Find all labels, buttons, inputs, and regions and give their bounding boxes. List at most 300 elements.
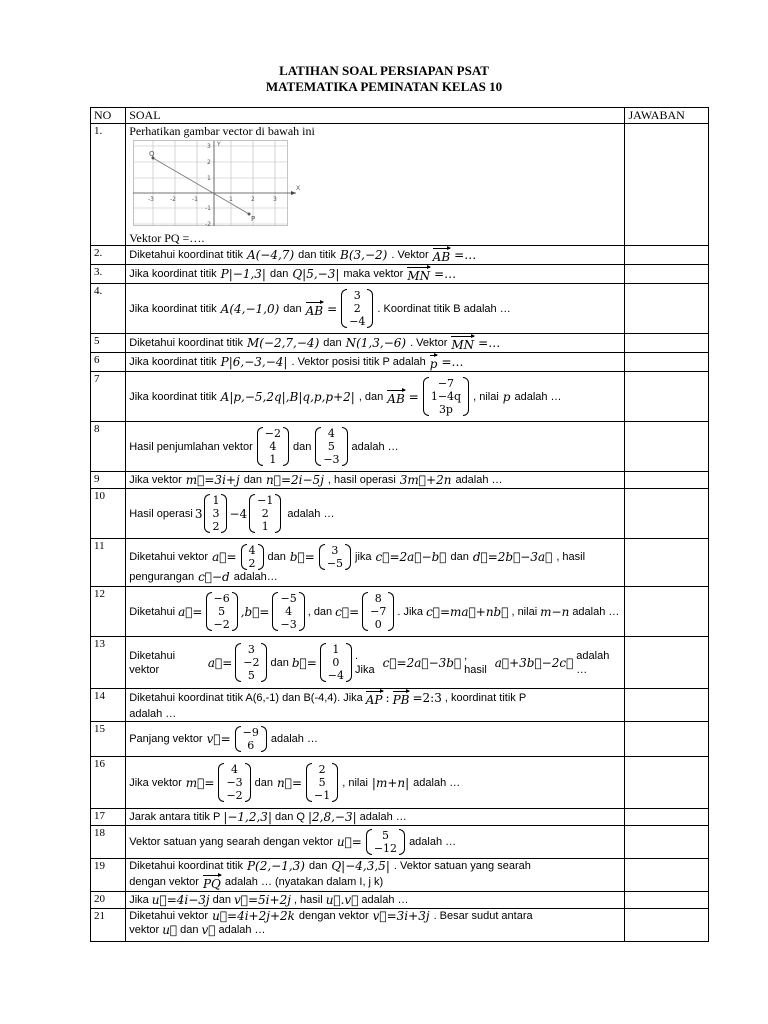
math-expression: P|−1,3| (220, 267, 266, 281)
math-expression: =… (434, 267, 457, 281)
question-text-part: Diketahui vektor (129, 649, 176, 676)
answer-cell[interactable] (625, 472, 709, 489)
math-expression: Q|−4,3,5| (331, 859, 390, 873)
table-row (91, 909, 709, 942)
question-text-part: , nilai (342, 776, 368, 789)
question-text-part: Diketahui koordinat titik (129, 337, 243, 349)
matrix-entry: 3p (438, 403, 453, 416)
math-expression: 3m⃗+2n (399, 473, 452, 487)
math-expression: −4 (229, 506, 248, 521)
table-row (91, 826, 709, 859)
question-number: 12 (91, 587, 126, 637)
matrix-entry: 3 (212, 507, 220, 520)
column-vector (366, 829, 405, 855)
matrix-entry: −3 (226, 776, 243, 789)
matrix-entry: −2 (213, 618, 230, 631)
math-expression: b⃗= (291, 655, 317, 670)
answer-cell[interactable] (625, 422, 709, 472)
answer-cell[interactable] (625, 489, 709, 539)
matrix-entry: 4 (327, 427, 335, 440)
x-tick-label: -2 (170, 196, 177, 203)
question-number: 1. (91, 124, 126, 246)
question-text-part: Jarak antara titik P (129, 811, 221, 823)
math-expression: v⃗=5i+2j (234, 893, 291, 907)
matrix-entry: −7 (437, 377, 455, 390)
question-line: adalah … (129, 708, 177, 720)
table-row (91, 284, 709, 334)
question-text-part: Diketahui vektor (129, 910, 209, 922)
math-expression: u⃗= (336, 835, 362, 849)
worksheet-title: LATIHAN SOAL PERSIAPAN PSAT (279, 63, 489, 78)
math-expression: m⃗= (185, 775, 215, 790)
answer-cell[interactable] (625, 353, 709, 372)
math-expression: =… (478, 336, 501, 350)
math-expression: v⃗=3i+3j (372, 909, 430, 923)
question-text-part: dan Q (275, 811, 305, 823)
question-text-part: dan (254, 776, 274, 789)
matrix-entry: 2 (212, 520, 220, 533)
question-text (126, 265, 625, 284)
matrix-entry: −5 (280, 592, 297, 605)
question-text-part: dan (450, 550, 469, 563)
math-expression: =2:3 (412, 691, 442, 705)
column-vector (204, 494, 227, 533)
question-number: 8 (91, 422, 126, 472)
matrix-entry: 2 (248, 556, 256, 570)
math-expression: A(4,−1,0) (220, 301, 280, 316)
answer-cell[interactable] (625, 284, 709, 334)
vector-symbol: AB (433, 246, 450, 264)
math-expression: c⃗= (335, 604, 360, 619)
question-text-part: adalah … (359, 811, 407, 823)
matrix-entry: 2 (318, 763, 326, 776)
table-row (91, 809, 709, 826)
table-row (91, 689, 709, 722)
vector-symbol: p (430, 353, 438, 371)
math-expression: A(−4,7) (246, 248, 295, 262)
question-number: 10 (91, 489, 126, 539)
math-expression: |−1,2,3| (223, 810, 272, 824)
coordinate-plane-graph (133, 140, 303, 228)
column-vector (249, 494, 281, 533)
table-row (91, 539, 709, 587)
question-text-part: adalah … (572, 605, 620, 618)
question-text-part: Panjang vektor (129, 733, 203, 745)
question-number: 16 (91, 757, 126, 809)
matrix-entry: −4 (349, 315, 366, 328)
question-line: Vektor PQ =…. (129, 231, 205, 245)
question-text-part: , hasil operasi (327, 474, 396, 486)
question-text-part: , hasil (293, 894, 323, 906)
y-tick-label: 1 (207, 175, 212, 182)
question-text-part: . Besar sudut antara (433, 910, 533, 922)
column-vector (235, 726, 267, 752)
table-row (91, 859, 709, 892)
question-text (126, 722, 625, 757)
matrix-entry: −3 (323, 453, 340, 466)
matrix-entry: −5 (326, 556, 344, 570)
x-tick-label: 2 (251, 196, 256, 203)
column-vector (362, 592, 394, 631)
column-vector (272, 592, 304, 631)
math-expression: a⃗= (212, 549, 237, 564)
math-expression: =… (441, 355, 464, 369)
question-table (90, 107, 709, 942)
matrix-entry: 5 (381, 829, 389, 842)
math-expression: P(2,−1,3) (246, 859, 305, 873)
math-expression: |2,8,−3| (307, 810, 357, 824)
question-text-part: maka vektor (343, 268, 404, 280)
math-expression: v⃗ (201, 923, 216, 937)
answer-cell[interactable] (625, 246, 709, 265)
question-text-part: dan (180, 924, 199, 936)
question-text-part: . Vektor satuan yang searah (393, 860, 531, 872)
x-tick-label: 1 (229, 196, 234, 203)
question-number: 6 (91, 353, 126, 372)
worksheet-subtitle: MATEMATIKA PEMINATAN KELAS 10 (265, 79, 503, 94)
question-text-part: dan (269, 268, 289, 280)
math-expression: n⃗=2i−5j (266, 473, 324, 487)
math-expression: u⃗ (162, 923, 178, 937)
answer-cell[interactable] (625, 637, 709, 689)
math-expression: : (385, 691, 390, 705)
question-text (126, 246, 625, 265)
y-tick-label: 2 (207, 159, 212, 166)
question-text-part: dan (267, 550, 286, 563)
matrix-entry: 2 (353, 302, 361, 315)
question-text (126, 489, 625, 539)
math-expression: a⃗= (207, 655, 233, 670)
question-number: 18 (91, 826, 126, 859)
header-soal: SOAL (126, 108, 625, 124)
matrix-entry: −4 (327, 669, 344, 682)
matrix-entry: 5 (218, 605, 226, 618)
question-text (126, 372, 625, 422)
question-text (126, 826, 625, 859)
matrix-entry: −9 (242, 726, 259, 739)
column-vector (341, 289, 373, 328)
question-text (126, 353, 625, 372)
vector-symbol: PQ (203, 873, 221, 891)
question-text-part: . Vektor (391, 249, 429, 261)
matrix-entry: −2 (226, 789, 243, 802)
question-text (126, 472, 625, 489)
question-text-part: Jika koordinat titik (129, 356, 217, 368)
answer-cell[interactable] (625, 372, 709, 422)
question-number: 2. (91, 246, 126, 265)
column-vector (257, 427, 289, 466)
question-text-part: dengan vektor (298, 910, 369, 922)
question-text-part: adalah … (218, 924, 266, 936)
table-row (91, 722, 709, 757)
question-number: 9 (91, 472, 126, 489)
matrix-entry: 5 (247, 669, 255, 682)
question-number: 20 (91, 892, 126, 909)
question-text-part: Diketahui koordinat titik (129, 249, 243, 261)
math-expression: |m+n| (371, 775, 410, 790)
math-expression: b⃗= (289, 549, 315, 564)
header-no: NO (91, 108, 126, 124)
column-vector (423, 377, 469, 416)
question-text (126, 892, 625, 909)
question-text-part: adalah … (413, 776, 461, 789)
question-line: Perhatikan gambar vector di bawah ini (129, 124, 315, 138)
y-axis-label: Y (217, 141, 221, 148)
matrix-entry: 8 (374, 592, 382, 605)
question-number: 15 (91, 722, 126, 757)
matrix-entry: 5 (327, 440, 335, 453)
question-text-part: dan (323, 337, 342, 349)
table-row (91, 489, 709, 539)
question-text-part: Vektor satuan yang searah dengan vektor (129, 836, 333, 848)
answer-cell[interactable] (625, 757, 709, 809)
question-text-part: . Jika (355, 649, 375, 676)
matrix-entry: −3 (280, 618, 297, 631)
question-text-part: dan (270, 656, 289, 669)
question-number: 4. (91, 284, 126, 334)
y-tick-label: 3 (207, 143, 212, 150)
math-expression: P|6,−3,−4| (220, 355, 288, 369)
matrix-entry: 1−4q (430, 390, 462, 403)
math-expression: c⃗=2a⃗−3b⃗ (382, 655, 462, 670)
matrix-entry: 0 (332, 656, 340, 669)
matrix-entry: 5 (318, 776, 326, 789)
math-expression: n⃗= (277, 775, 302, 790)
question-text-part: . Koordinat titik B adalah … (377, 302, 511, 315)
column-vector (241, 544, 264, 570)
math-expression: = (408, 389, 419, 404)
math-expression: M(−2,7,−4) (246, 336, 320, 350)
question-text (126, 284, 625, 334)
matrix-entry: −2 (264, 427, 281, 440)
question-text-part: adalah … (270, 733, 318, 745)
question-text-part: . Vektor (410, 337, 448, 349)
math-expression: = (327, 301, 338, 316)
answer-cell[interactable] (625, 892, 709, 909)
math-expression: v⃗= (206, 732, 231, 746)
matrix-entry: 1 (212, 494, 220, 507)
math-expression: c⃗−d (198, 569, 230, 584)
math-expression: d⃗=2b⃗−3a⃗ (472, 549, 553, 564)
table-row (91, 124, 709, 246)
table-row (91, 422, 709, 472)
math-expression: u⃗.v⃗ (325, 893, 359, 907)
matrix-entry: −2 (243, 656, 260, 669)
vector-symbol: AB (387, 388, 404, 406)
question-text-part: Diketahui (129, 605, 176, 618)
answer-cell[interactable] (625, 826, 709, 859)
matrix-entry: 4 (231, 763, 239, 776)
matrix-entry: 3 (353, 289, 361, 302)
answer-cell[interactable] (625, 859, 709, 892)
question-text-part: pengurangan (129, 570, 195, 583)
point-q-label: Q (149, 150, 155, 158)
point-p-label: P (251, 215, 256, 223)
question-text-part: Diketahui koordinat titik A(6,-1) dan B(-4,4). Jika (129, 692, 363, 704)
column-vector (218, 763, 250, 802)
answer-cell[interactable] (625, 587, 709, 637)
question-number: 3. (91, 265, 126, 284)
question-text-part: adalah … (351, 440, 399, 453)
x-axis-label: X (296, 185, 301, 192)
math-expression: 3 (194, 506, 203, 521)
matrix-entry: 3 (331, 543, 339, 557)
table-row (91, 334, 709, 353)
matrix-entry: 4 (248, 543, 256, 557)
math-expression: A|p,−5,2q|,B|q,p,p+2| (220, 389, 355, 404)
question-text (126, 587, 625, 637)
math-expression: a⃗= (178, 604, 203, 619)
answer-cell[interactable] (625, 809, 709, 826)
question-text-part: dan (283, 302, 302, 315)
question-text (126, 334, 625, 353)
question-text (126, 689, 625, 722)
column-vector (320, 643, 352, 682)
question-text-part: , koordinat titik P (444, 692, 527, 704)
question-text-part: adalah … (576, 649, 610, 676)
matrix-entry: −1 (257, 494, 274, 507)
answer-cell[interactable] (625, 909, 709, 942)
question-text-part: Hasil operasi (129, 507, 193, 520)
question-text (126, 124, 625, 246)
question-text-part: adalah … (nyatakan dalam I, j k) (224, 876, 384, 888)
table-row (91, 472, 709, 489)
question-text-part: adalah… (233, 570, 278, 583)
question-text-part: dan (292, 440, 312, 453)
x-tick-label: -3 (148, 196, 155, 203)
column-vector (235, 643, 267, 682)
matrix-entry: 4 (269, 440, 277, 453)
question-text-part: adalah … (409, 836, 457, 848)
table-row (91, 757, 709, 809)
matrix-entry: 4 (285, 605, 293, 618)
question-number: 7 (91, 372, 126, 422)
math-expression: m−n (540, 604, 570, 619)
matrix-entry: −1 (314, 789, 331, 802)
table-header-row (91, 108, 709, 124)
table-row (91, 637, 709, 689)
vector-symbol: MN (407, 265, 430, 283)
question-text-part: adalah … (361, 894, 409, 906)
matrix-entry: −12 (373, 842, 398, 855)
table-row (91, 892, 709, 909)
question-text-part: adalah … (455, 474, 503, 486)
question-number: 13 (91, 637, 126, 689)
column-vector (315, 427, 347, 466)
header-jawaban: JAWABAN (625, 108, 709, 124)
matrix-entry: 1 (261, 520, 269, 533)
math-expression: a⃗+3b⃗−2c⃗ (494, 655, 574, 670)
question-text-part: Jika vektor (129, 776, 182, 789)
question-text-part: Jika (129, 894, 149, 906)
question-text-part: vektor (129, 924, 160, 936)
question-number: 21 (91, 909, 126, 942)
question-text-part: adalah … (514, 390, 562, 403)
question-text-part: Hasil penjumlahan vektor (129, 440, 253, 453)
vector-graph (129, 138, 621, 231)
y-tick-label: -1 (205, 205, 212, 212)
question-text-part: Jika vektor (129, 474, 182, 486)
math-expression: u⃗=4i−3j (151, 893, 210, 907)
column-vector (319, 544, 351, 570)
answer-cell[interactable] (625, 265, 709, 284)
question-text-part: Jika koordinat titik (129, 268, 217, 280)
question-text-part: dan (212, 894, 232, 906)
table-row (91, 265, 709, 284)
answer-cell[interactable] (625, 539, 709, 587)
question-text-part: , nilai (511, 605, 538, 618)
table-row (91, 372, 709, 422)
vector-symbol: AB (306, 300, 323, 318)
question-text-part: adalah … (287, 507, 335, 520)
answer-cell[interactable] (625, 124, 709, 246)
math-expression: m⃗=3i+j (185, 473, 240, 487)
question-text-part: , dan (358, 390, 384, 403)
answer-cell[interactable] (625, 334, 709, 353)
math-expression: N(1,3,−6) (345, 336, 407, 350)
question-text (126, 539, 625, 587)
matrix-entry: 6 (247, 739, 255, 752)
y-tick-label: -2 (205, 221, 212, 228)
math-expression: =… (454, 248, 477, 262)
question-text-part: dan titik (298, 249, 337, 261)
math-expression: p (502, 389, 511, 404)
column-vector (206, 592, 238, 631)
question-number: 17 (91, 809, 126, 826)
math-expression: u⃗=4i+2j+2k (212, 909, 295, 923)
question-text-part: dan (308, 860, 328, 872)
math-expression: B(3,−2) (340, 248, 388, 262)
question-text (126, 909, 625, 942)
question-text-part: . Jika (397, 605, 424, 618)
question-text-part: dengan vektor (129, 876, 199, 888)
question-text-part: , hasil (464, 649, 487, 676)
question-text-part: , hasil (556, 550, 586, 563)
question-text-part: Jika koordinat titik (129, 390, 217, 403)
x-tick-label: 3 (273, 196, 278, 203)
math-expression: c⃗=ma⃗+nb⃗ (426, 604, 509, 619)
question-number: 5 (91, 334, 126, 353)
question-text-part: Diketahui vektor (129, 550, 209, 563)
question-text-part: jika (355, 550, 372, 563)
matrix-entry: 1 (269, 453, 277, 466)
question-number: 19 (91, 859, 126, 892)
question-text (126, 809, 625, 826)
math-expression: c⃗=2a⃗−b⃗ (375, 549, 447, 564)
question-text (126, 859, 625, 892)
answer-cell[interactable] (625, 722, 709, 757)
vector-symbol: MN (451, 334, 474, 352)
question-text-part: Jika koordinat titik (129, 302, 217, 315)
matrix-entry: −6 (213, 592, 230, 605)
matrix-entry: 0 (374, 618, 382, 631)
vector-symbol: PB (393, 689, 410, 707)
question-text (126, 422, 625, 472)
table-row (91, 587, 709, 637)
graph-border (134, 141, 288, 226)
question-text-part: Diketahui koordinat titik (129, 860, 243, 872)
question-number: 11 (91, 539, 126, 587)
matrix-entry: 1 (332, 643, 340, 656)
question-text-part: , nilai (473, 390, 499, 403)
question-text-part: dan (243, 474, 263, 486)
table-row (91, 353, 709, 372)
x-tick-label: -1 (192, 196, 199, 203)
column-vector (306, 763, 338, 802)
answer-cell[interactable] (625, 689, 709, 722)
matrix-entry: 2 (261, 507, 269, 520)
question-text (126, 757, 625, 809)
